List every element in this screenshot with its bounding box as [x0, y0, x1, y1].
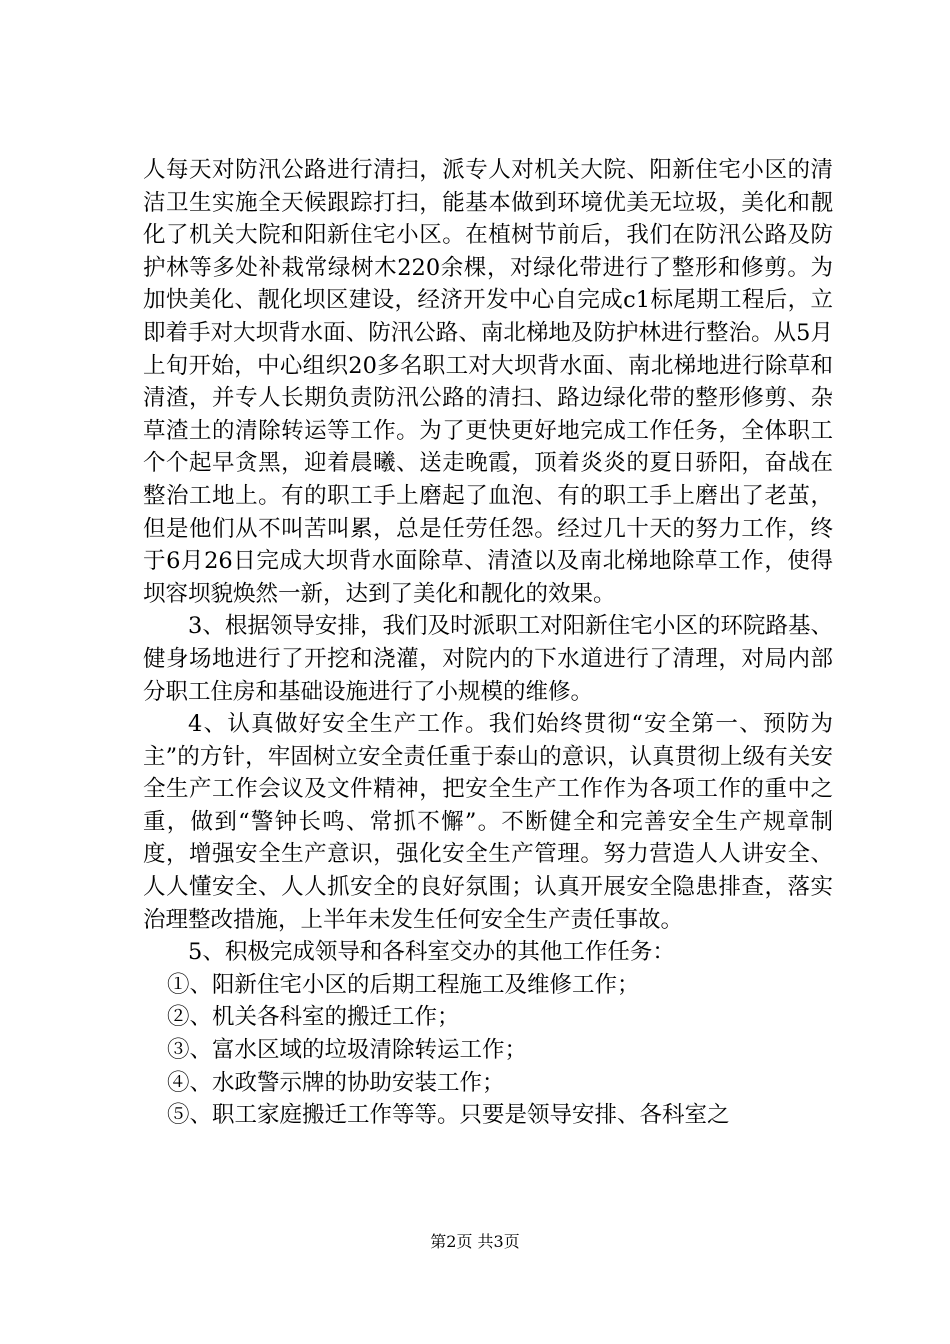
sub-item-2: ②、机关各科室的搬迁工作；	[167, 1004, 460, 1031]
page-number-footer: 第2页 共3页	[430, 1232, 520, 1251]
sub-item-5: ⑤、职工家庭搬迁工作等等。只要是领导安排、各科室之	[167, 1102, 730, 1129]
sub-item-3: ③、富水区域的垃圾清除转运工作；	[167, 1037, 528, 1064]
paragraph-item-3: 3、根据领导安排，我们及时派职工对阳新住宅小区的环院路基、健身场地进行了开挖和浇灌，对院内的下水道进行了清理，对局内部分职工住房和基础设施进行了小规模的维修。	[143, 613, 833, 705]
paragraph-continuation: 人每天对防汛公路进行清扫，派专人对机关大院、阳新住宅小区的清洁卫生实施全天候跟踪打扫，能基本做到环境优美无垃圾，美化和靓化了机关大院和阳新住宅小区。在植树节前后，我们在防汛公路及防护林等多处补栽常绿树木220余棵，对绿化带进行了整形和修剪。为加快美化、靓化坝区建设，经济开发中心自完成c1标尾期工程后，立即着手对大坝背水面、防汛公路、南北梯地及防护林进行整治。从5月上旬开始，中心组织20多名职工对大坝背水面、南北梯地进行除草和清渣，并专人长期负责防汛公路的清扫、路边绿化带的整形修剪、杂草渣土的清除转运等工作。为了更快更好地完成工作任务，全体职工个个起早贪黑，迎着晨曦、送走晚霞，顶着炎炎的夏日骄阳，奋战在整治工地上。有的职工手上磨起了血泡、有的职工手上磨出了老茧，但是他们从不叫苦叫累，总是任劳任怨。经过几十天的努力工作，终于6月26日完成大坝背水面除草、清渣以及南北梯地除草工作，使得坝容坝貌焕然一新，达到了美化和靓化的效果。	[143, 157, 833, 607]
sub-item-1: ①、阳新住宅小区的后期工程施工及维修工作；	[167, 971, 640, 998]
paragraph-item-4: 4、认真做好安全生产工作。我们始终贯彻“安全第一、预防为主”的方针，牢固树立安全责任重于泰山的意识，认真贯彻上级有关安全生产工作会议及文件精神，把安全生产工作作为各项工作的重中之重，做到“警钟长鸣、常抓不懈”。不断健全和完善安全生产规章制度，增强安全生产意识，强化安全生产管理。努力营造人人讲安全、人人懂安全、人人抓安全的良好氛围；认真开展安全隐患排查，落实治理整改措施，上半年未发生任何安全生产责任事故。	[143, 711, 833, 933]
document-body	[143, 154, 833, 1132]
paragraph-item-5: 5、积极完成领导和各科室交办的其他工作任务：	[188, 939, 675, 966]
sub-item-4: ④、水政警示牌的协助安装工作；	[167, 1069, 505, 1096]
